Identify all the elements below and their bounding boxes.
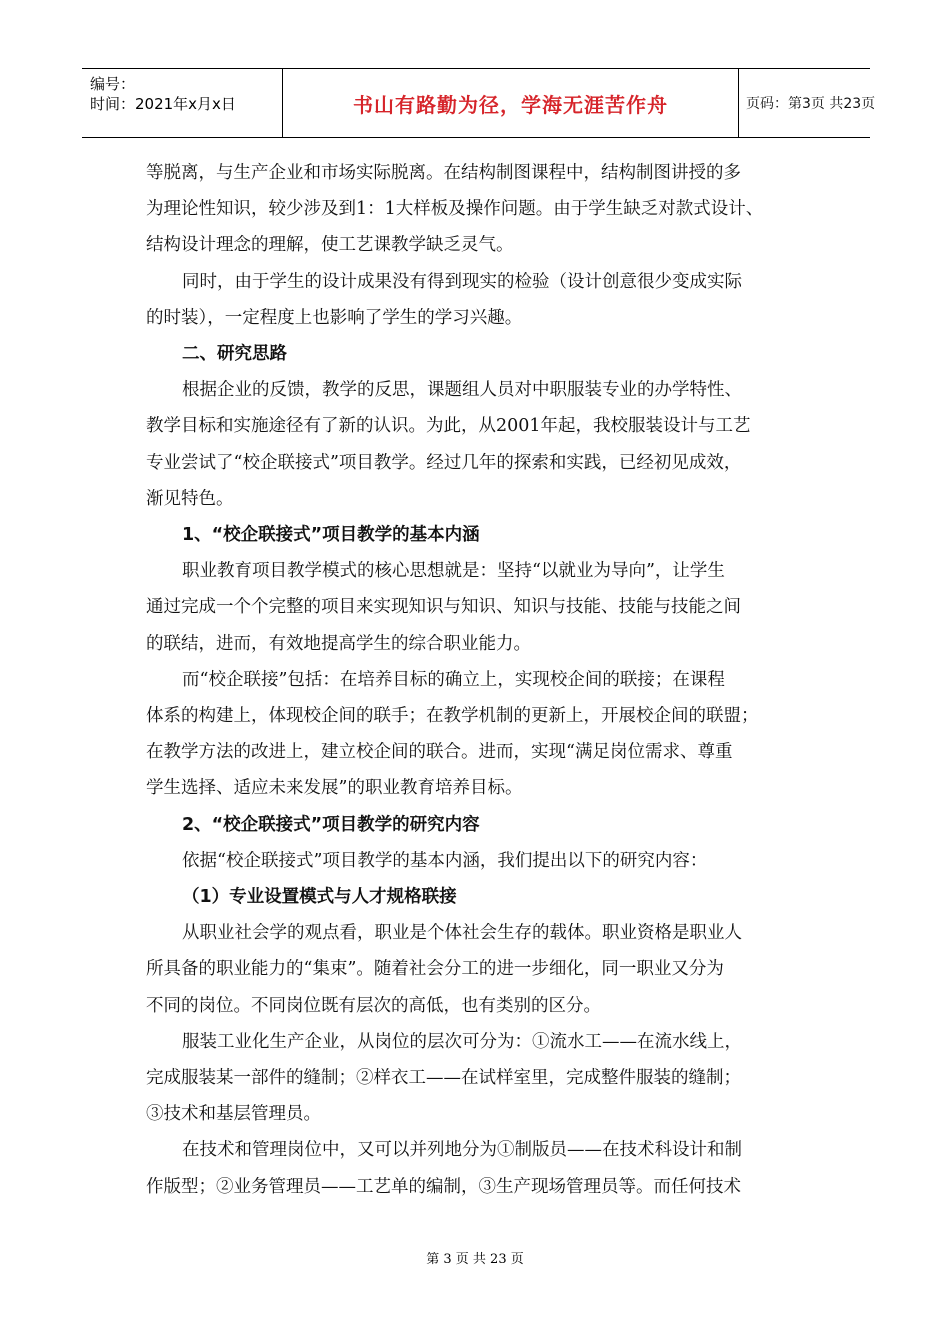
- text-line: 在技术和管理岗位中，又可以并列地分为①制版员——在技术科设计和制: [182, 1140, 742, 1161]
- text-line: 教学目标和实施途径有了新的认识。为此，从2001年起，我校服装设计与工艺: [146, 416, 751, 437]
- text-line: ③技术和基层管理员。: [146, 1104, 321, 1125]
- text-line: 所具备的职业能力的“集束”。随着社会分工的进一步细化，同一职业又分为: [146, 959, 724, 980]
- text-line: 作版型；②业务管理员——工艺单的编制，③生产现场管理员等。而任何技术: [146, 1176, 741, 1197]
- text-line: 依据“校企联接式”项目教学的基本内涵，我们提出以下的研究内容：: [182, 850, 708, 871]
- text-line: 职业教育项目教学模式的核心思想就是：坚持“以就业为导向”，让学生: [182, 561, 725, 582]
- text-line: 通过完成一个个完整的项目来实现知识与知识、知识与技能、技能与技能之间: [146, 597, 741, 618]
- section-heading: （1）专业设置模式与人才规格联接: [182, 887, 457, 908]
- text-line: 的联结，进而，有效地提高学生的综合职业能力。: [146, 633, 531, 654]
- text-line: 不同的岗位。不同岗位既有层次的高低，也有类别的区分。: [146, 995, 601, 1016]
- text-line: 服装工业化生产企业，从岗位的层次可分为：①流水工——在流水线上，: [182, 1031, 742, 1052]
- text-line: 专业尝试了“校企联接式”项目教学。经过几年的探索和实践，已经初见成效，: [146, 452, 742, 473]
- header-meta-cell: [82, 69, 282, 137]
- section-heading: 二、研究思路: [182, 344, 287, 365]
- page-footer: 第 3 页 共 23 页: [426, 1252, 524, 1267]
- text-line: 完成服装某一部件的缝制；②样衣工——在试样室里，完成整件服装的缝制；: [146, 1068, 741, 1089]
- text-line: 为理论性知识，较少涉及到1：1大样板及操作问题。由于学生缺乏对款式设计、: [146, 199, 764, 220]
- text-line: 同时，由于学生的设计成果没有得到现实的检验（设计创意很少变成实际: [182, 271, 742, 292]
- section-heading: 2、“校企联接式”项目教学的研究内容: [182, 814, 480, 835]
- document-body: [146, 155, 808, 1205]
- text-line: 从职业社会学的观点看，职业是个体社会生存的载体。职业资格是职业人: [182, 923, 742, 944]
- text-line: 体系的构建上，体现校企间的联手；在教学机制的更新上，开展校企间的联盟；: [146, 706, 759, 727]
- section-heading: 1、“校企联接式”项目教学的基本内涵: [182, 525, 480, 546]
- text-line: 渐见特色。: [146, 488, 234, 509]
- text-line: 等脱离，与生产企业和市场实际脱离。在结构制图课程中，结构制图讲授的多: [146, 163, 741, 183]
- document-number-label: 编号：: [90, 75, 136, 93]
- text-line: 的时装），一定程度上也影响了学生的学习兴趣。: [146, 307, 523, 328]
- header-motto-cell: [282, 69, 739, 137]
- text-line: 学生选择、适应未来发展”的职业教育培养目标。: [146, 778, 523, 799]
- page-header: [82, 68, 876, 138]
- header-motto: 书山有路勤为径，学海无涯苦作舟: [353, 92, 668, 117]
- text-line: 根据企业的反馈，教学的反思，课题组人员对中职服装专业的办学特性、: [182, 380, 742, 401]
- document-date-label: 时间：2021年x月x日: [90, 95, 236, 113]
- text-line: 而“校企联接”包括：在培养目标的确立上，实现校企间的联接；在课程: [182, 669, 725, 690]
- header-page-info: 页码：第3页 共23页: [746, 96, 876, 112]
- text-line: 结构设计理念的理解，使工艺课教学缺乏灵气。: [146, 235, 514, 256]
- text-line: 在教学方法的改进上，建立校企间的联合。进而，实现“满足岗位需求、尊重: [146, 742, 733, 763]
- header-page-cell: [738, 69, 876, 137]
